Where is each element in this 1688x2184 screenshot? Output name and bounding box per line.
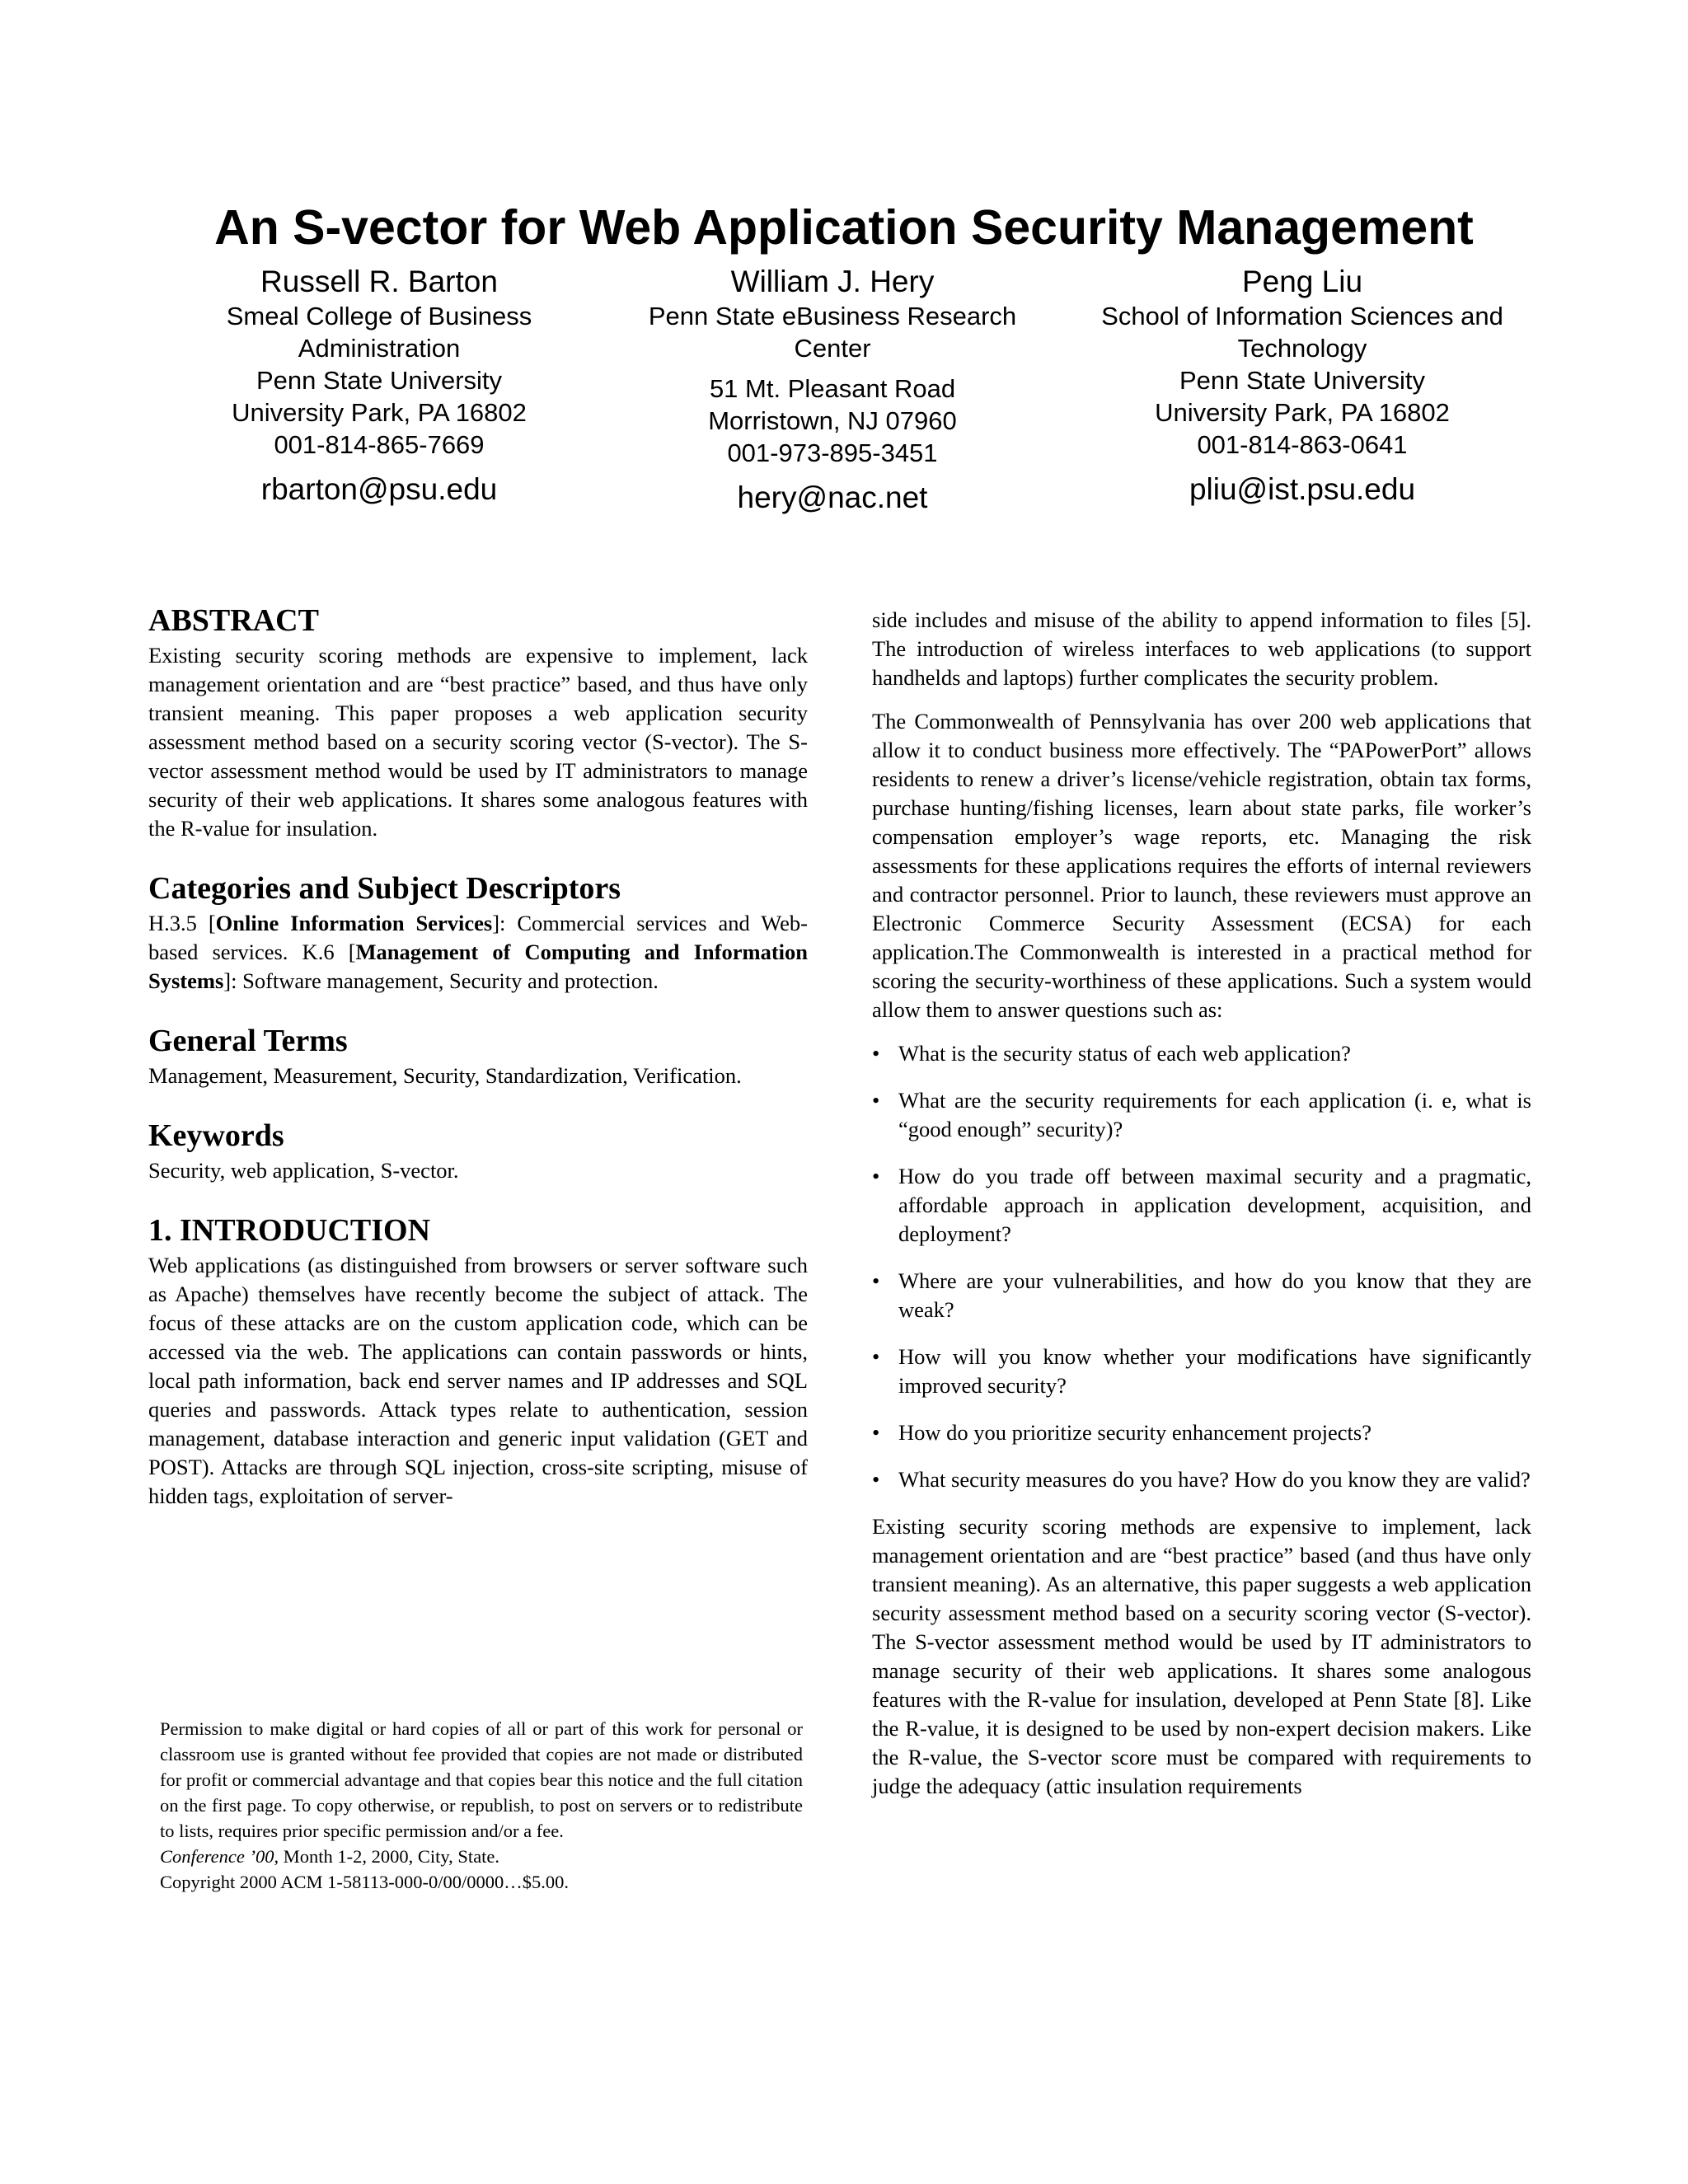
general-terms-heading: General Terms	[148, 1024, 348, 1058]
author-affiliation-line: Penn State University	[256, 366, 503, 395]
categories-text: H.3.5 [Online Information Services]: Commercial services and Web-based services. K.6 [Management of Computing and Information Systems]: Software management, Security and protection.	[148, 911, 808, 993]
author-block-3	[1071, 264, 1533, 509]
list-item: • What is the security status of each web application?	[872, 1039, 1531, 1068]
list-item: • How do you trade off between maximal security and a pragmatic, affordable approach in application development, acquisition, and deployment?	[872, 1164, 1531, 1246]
list-item: • How will you know whether your modifications have significantly improved security?	[872, 1344, 1531, 1398]
bullet-icon: •	[872, 1467, 880, 1492]
keywords-heading: Keywords	[148, 1118, 284, 1153]
author-address-line: 51 Mt. Pleasant Road	[709, 374, 956, 403]
left-column	[148, 602, 808, 1511]
abstract-heading: ABSTRACT	[148, 603, 319, 638]
abstract-text: Existing security scoring methods are expensive to implement, lack management orientation and are “best practice” based, and thus have only transient meaning. This paper proposes a web application security assessment method based on a security scoring vector (S-vector). The S-vector assessment method would be used by IT administrators to manage security of their web applications. It shares some analogous features with the R-value for insulation.	[148, 643, 808, 841]
list-item: • What are the security requirements for each application (i. e, what is “good enough” security)?	[872, 1088, 1531, 1141]
author-affiliation-line: University Park, PA 16802	[1155, 398, 1450, 427]
author-phone: 001-814-865-7669	[274, 430, 485, 459]
introduction-text: Web applications (as distinguished from browsers or server software such as Apache) themselves have recently become the subject of attack. The focus of these attacks are on the custom application code, which can be accessed via the web. The applications can contain passwords or hints, local path information, back end server names and IP addresses and SQL queries and passwords. Attack types relate to authentication, session management, database interaction and generic input validation (GET and POST). Attacks are through SQL injection, cross-site scripting, misuse of hidden tags, exploitation of server-	[148, 1253, 808, 1508]
paper-title: An S-vector for Web Application Security Management	[214, 200, 1474, 255]
permission-notice	[160, 1716, 803, 1895]
list-item: • What security measures do you have? How do you know they are valid?	[872, 1465, 1531, 1494]
author-block-1	[190, 264, 569, 509]
author-affiliation-line: Administration	[298, 334, 461, 363]
bullet-icon: •	[872, 1268, 880, 1293]
body-paragraph: Existing security scoring methods are expensive to implement, lack management orientation and are “best practice” based (and thus have only transient meaning). As an alternative, this paper suggests a web application security assessment method based on a security scoring vector (S-vector). The S-vector assessment method would be used by IT administrators to manage security of their web applications. It shares some analogous features with the R-value for insulation, developed at Penn State [8]. Like the R-value, it is designed to be used by non-expert decision makers. Like the R-value, the S-vector score must be compared with requirements to judge the adequacy (attic insulation requirements	[872, 1514, 1531, 1798]
category-bold: Management of Computing and Information Systems	[148, 940, 808, 993]
right-column	[872, 606, 1531, 1801]
author-affiliation-line: Smeal College of Business	[226, 302, 532, 330]
keywords-text: Security, web application, S-vector.	[148, 1158, 459, 1183]
author-name: Peng Liu	[1241, 265, 1363, 298]
introduction-heading: 1. INTRODUCTION	[148, 1213, 431, 1248]
bullet-icon: •	[872, 1041, 880, 1066]
author-address-line: Morristown, NJ 07960	[708, 406, 957, 435]
author-email[interactable]: rbarton@psu.edu	[260, 472, 498, 506]
body-paragraph: The Commonwealth of Pennsylvania has over 200 web applications that allow it to conduct business more effectively. The “PAPowerPort” allows residents to renew a driver’s license/vehicle registration, obtain tax forms, purchase hunting/fishing licenses, learn about state parks, file worker’s compensation employer’s wage reports, etc. Managing the risk assessments for these applications requires the efforts of internal reviewers and contractor personnel. Prior to launch, these reviewers must approve an Electronic Commerce Security Assessment (ECSA) for each application.The Commonwealth is interested in a practical method for scoring the security-worthiness of these applications. Such a system would allow them to answer questions such as:	[872, 709, 1531, 1022]
bullet-icon: •	[872, 1344, 880, 1369]
general-terms-text: Management, Measurement, Security, Standardization, Verification.	[148, 1063, 742, 1088]
bullet-icon: •	[872, 1088, 880, 1113]
bullet-icon: •	[872, 1420, 880, 1445]
author-phone: 001-973-895-3451	[727, 438, 938, 467]
author-affiliation-line: Center	[794, 334, 871, 363]
body-paragraph: side includes and misuse of the ability to append information to files [5]. The introduction of wireless interfaces to web applications (to support handhelds and laptops) further complicates the security problem.	[872, 607, 1531, 690]
author-phone: 001-814-863-0641	[1197, 430, 1408, 459]
author-block-2	[626, 264, 1039, 517]
author-email[interactable]: pliu@ist.psu.edu	[1189, 472, 1416, 506]
author-affiliation-line: Technology	[1237, 334, 1367, 363]
conference-line: Conference ’00, Month 1-2, 2000, City, State.	[160, 1846, 500, 1867]
author-affiliation-line: Penn State eBusiness Research	[648, 302, 1017, 330]
permission-text: Permission to make digital or hard copies of all or part of this work for personal or classroom use is granted without fee provided that copies are not made or distributed for profit or commercial advantage and that copies bear this notice and the full citation on the first page. To copy otherwise, or republish, to post on servers or to redistribute to lists, requires prior specific permission and/or a fee.	[160, 1718, 803, 1841]
author-name: William J. Hery	[730, 265, 935, 298]
author-affiliation-line: School of Information Sciences and	[1101, 302, 1503, 330]
author-affiliation-line: University Park, PA 16802	[232, 398, 527, 427]
author-affiliation-line: Penn State University	[1179, 366, 1426, 395]
question-list	[872, 1039, 1531, 1494]
author-name: Russell R. Barton	[260, 265, 498, 298]
copyright-line: Copyright 2000 ACM 1-58113-000-0/00/0000…$5.00.	[160, 1872, 570, 1892]
list-item: • How do you prioritize security enhancement projects?	[872, 1418, 1531, 1447]
list-item: • Where are your vulnerabilities, and how do you know that they are weak?	[872, 1268, 1531, 1322]
category-bold: Online Information Services	[215, 911, 493, 935]
categories-heading: Categories and Subject Descriptors	[148, 871, 621, 906]
bullet-icon: •	[872, 1164, 880, 1188]
author-email[interactable]: hery@nac.net	[737, 480, 928, 514]
